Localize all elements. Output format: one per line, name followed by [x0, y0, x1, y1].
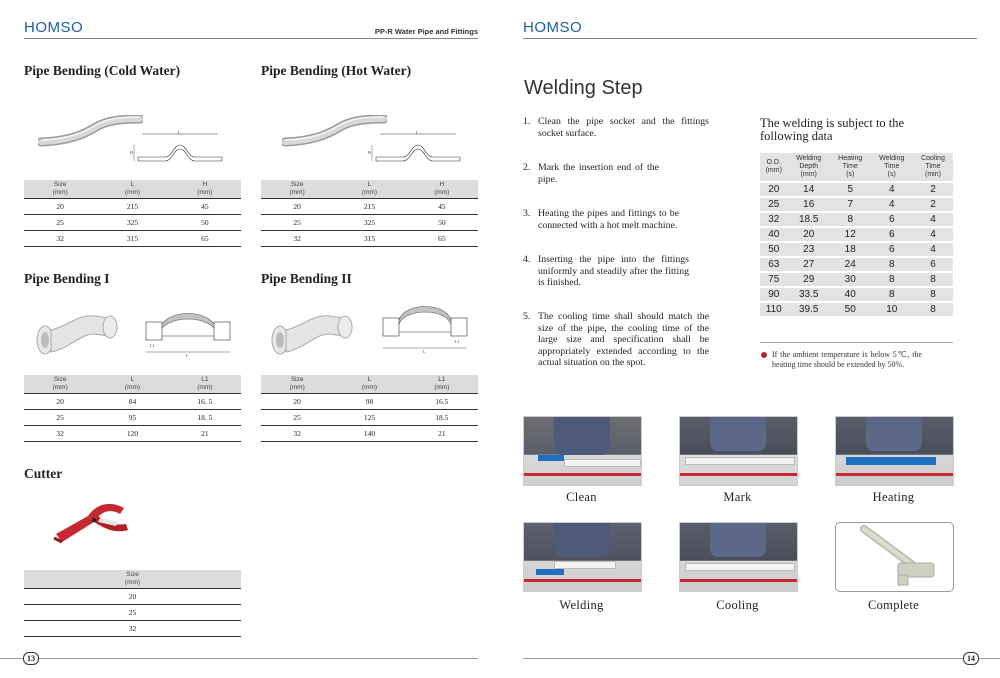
bent-pipe-hot-drawing [368, 130, 468, 170]
svg-text:L: L [186, 353, 189, 358]
step-photo-cooling [679, 522, 798, 592]
red-stripe [680, 473, 797, 476]
temperature-note-bullet [761, 352, 767, 358]
svg-text:L1: L1 [150, 343, 155, 348]
table-row: 25 95 18. 5 [24, 410, 241, 426]
table-row: 50 23 18 6 4 [760, 243, 953, 256]
svg-text:L: L [423, 349, 426, 354]
col-header-l1: L1 (mm) [169, 375, 241, 394]
col-header-welding-depth: Welding Depth (mm) [788, 153, 830, 181]
spec-table-cold-water [24, 180, 241, 247]
worker-figure [554, 417, 610, 455]
table-row: 63 27 24 8 6 [760, 258, 953, 271]
temperature-note: If the ambient temperature is below 5℃, the heating time should be extended by 50%. [772, 350, 922, 369]
col-header-heating-time: Heating Time (s) [830, 153, 871, 181]
col-header-l: L (mm) [96, 180, 168, 199]
blue-tool [536, 569, 564, 575]
col-header-h: H (mm) [406, 180, 478, 199]
table-row: 25 325 50 [24, 215, 241, 231]
col-header-h: H (mm) [169, 180, 241, 199]
red-stripe [680, 579, 797, 582]
welding-step-3: 3. Heating the pipes and fittings to be connected with a hot melt machine. [523, 208, 679, 231]
table-row: 32 [24, 621, 241, 637]
svg-text:L1: L1 [455, 339, 460, 344]
step-photo-clean [523, 416, 642, 486]
col-header-l1: L1 (mm) [406, 375, 478, 394]
section-title-cutter: Cutter [24, 466, 63, 481]
catalog-header-title: PP-R Water Pipe and Fittings [374, 27, 478, 36]
table-row: 32 18.5 8 6 4 [760, 213, 953, 226]
spec-table-hot-water [261, 180, 478, 247]
col-header-welding-time: Welding Time (s) [871, 153, 913, 181]
page-number-left: 13 [23, 652, 39, 665]
table-row: 20 14 5 4 2 [760, 183, 953, 196]
col-header-l: L (mm) [333, 375, 405, 394]
table-row: 32 140 21 [261, 426, 478, 442]
table-row: 32 315 65 [261, 231, 478, 247]
white-pipe [685, 457, 795, 465]
step-photo-complete [835, 522, 954, 592]
col-header-l: L (mm) [333, 180, 405, 199]
welding-step-2: 2. Mark the insertion end of the pipe. [523, 162, 659, 185]
step-photo-welding [523, 522, 642, 592]
welding-step-5: 5. The cooling time shall should match the size of the pipe, the cooling time of the large size and specification shall be appropriately extended according to the actual situation on the spot. [523, 311, 709, 368]
col-header-od: O.D. (mm) [760, 153, 788, 181]
caption-clean: Clean [566, 490, 597, 504]
worker-figure [710, 523, 766, 557]
pipe-bending-1-drawing [138, 300, 238, 360]
welding-data-title: The welding is subject to the following data [760, 116, 905, 143]
brand-logo-left: HOMSO [24, 19, 84, 36]
bent-pipe-cold-photo [38, 115, 143, 150]
svg-text:H: H [368, 150, 371, 155]
welding-table-divider [760, 342, 953, 343]
red-stripe [836, 473, 953, 476]
svg-text:H: H [130, 150, 133, 155]
table-row: 20 [24, 589, 241, 605]
svg-text:L: L [416, 130, 419, 135]
table-row: 90 33.5 40 8 8 [760, 288, 953, 301]
pipe-bending-2-drawing [375, 296, 475, 356]
svg-text:L: L [178, 130, 181, 135]
welding-machine [846, 457, 936, 465]
red-stripe [524, 579, 641, 582]
col-header-size: Size (mm) [24, 375, 96, 394]
white-pipe [554, 561, 616, 569]
caption-heating: Heating [872, 490, 915, 504]
footer-divider-left [0, 658, 478, 659]
welding-step-4: 4. Inserting the pipe into the fittings uniformly and steadily after the fitting is finished. [523, 254, 689, 288]
col-header-size: Size (mm) [24, 570, 241, 589]
col-header-l: L (mm) [96, 375, 168, 394]
brand-logo-right: HOMSO [523, 19, 583, 36]
header-divider-left [24, 38, 478, 39]
section-title-cold-water: Pipe Bending (Cold Water) [24, 63, 181, 78]
pipe-cutter-photo [48, 494, 133, 549]
spec-table-pipe-bending-1 [24, 375, 241, 442]
header-divider-right [523, 38, 977, 39]
table-row: 32 315 65 [24, 231, 241, 247]
spec-table-cutter [24, 570, 241, 637]
step-photo-heating [835, 416, 954, 486]
worker-figure [866, 417, 922, 451]
white-pipe [685, 563, 795, 571]
worker-figure [554, 523, 610, 557]
table-row: 110 39.5 50 10 8 [760, 303, 953, 316]
table-row: 25 16 7 4 2 [760, 198, 953, 211]
pipe-bending-2-photo [268, 308, 358, 363]
section-title-hot-water: Pipe Bending (Hot Water) [261, 63, 412, 78]
table-row: 75 29 30 8 8 [760, 273, 953, 286]
welded-pipe-tee [836, 523, 953, 591]
section-title-pipe-bending-2: Pipe Bending II [261, 271, 352, 286]
blue-tool [538, 455, 564, 461]
caption-mark: Mark [723, 490, 752, 504]
white-pipe [564, 459, 641, 467]
welding-step-1: 1. Clean the pipe socket and the fittings socket surface. [523, 116, 709, 139]
table-row: 40 20 12 6 4 [760, 228, 953, 241]
table-row: 20 98 16.5 [261, 394, 478, 410]
bent-pipe-cold-drawing [130, 130, 230, 170]
col-header-size: Size (mm) [261, 375, 333, 394]
table-row: 20 215 45 [24, 199, 241, 215]
caption-welding: Welding [559, 598, 604, 612]
red-stripe [524, 473, 641, 476]
welding-data-table [760, 151, 953, 318]
caption-complete: Complete [867, 598, 919, 612]
footer-divider-right [523, 658, 1000, 659]
page-number-right: 14 [963, 652, 979, 665]
col-header-size: Size (mm) [261, 180, 333, 199]
table-row: 25 325 50 [261, 215, 478, 231]
table-row: 20 84 16. 5 [24, 394, 241, 410]
caption-cooling: Cooling [716, 598, 759, 612]
table-row: 20 215 45 [261, 199, 478, 215]
worker-figure [710, 417, 766, 451]
col-header-size: Size (mm) [24, 180, 96, 199]
table-row: 25 125 18.5 [261, 410, 478, 426]
col-header-cooling-time: Cooling Time (min) [913, 153, 953, 181]
page-title: Welding Step [524, 77, 643, 99]
step-photo-mark [679, 416, 798, 486]
pipe-bending-1-photo [33, 308, 123, 363]
table-row: 32 120 21 [24, 426, 241, 442]
spec-table-pipe-bending-2 [261, 375, 478, 442]
section-title-pipe-bending-1: Pipe Bending I [24, 271, 110, 286]
table-row: 25 [24, 605, 241, 621]
